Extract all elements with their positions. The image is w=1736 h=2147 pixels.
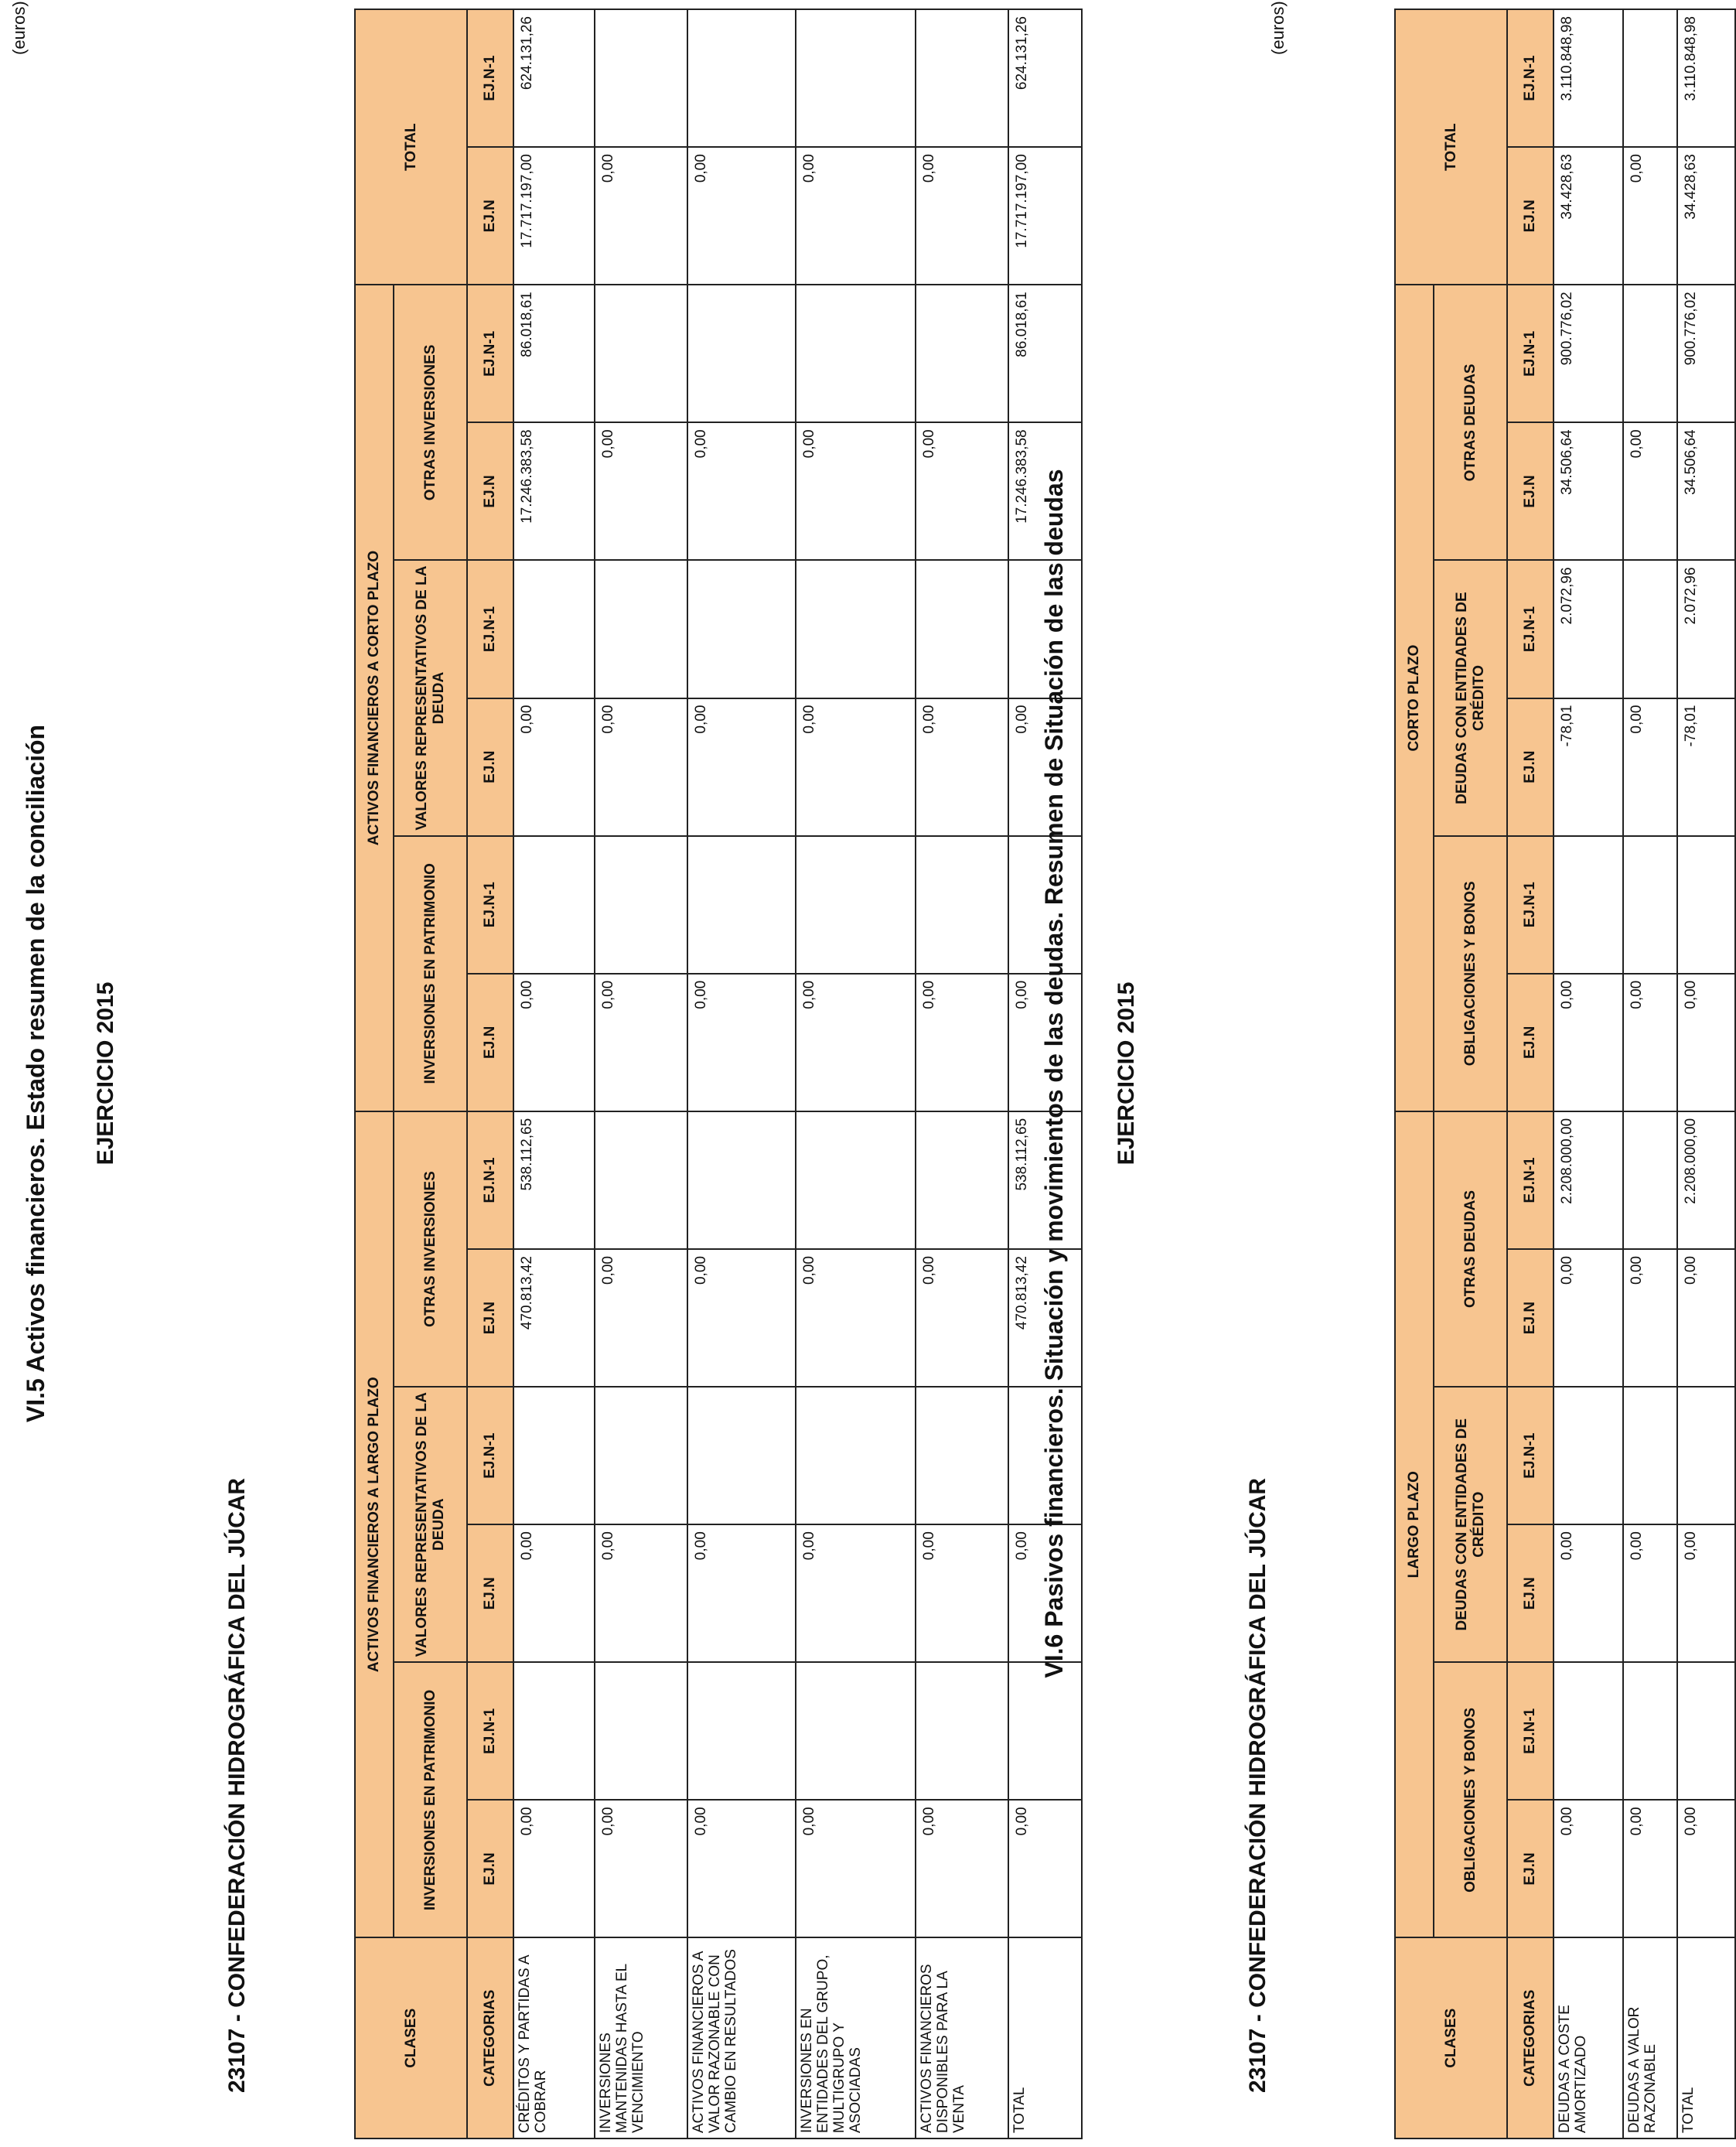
value-cell: 0,00 xyxy=(796,698,916,836)
value-cell xyxy=(595,836,687,974)
value-cell xyxy=(1554,1662,1623,1800)
value-cell: 0,00 xyxy=(1008,974,1082,1111)
ejn-header: EJ.N xyxy=(1507,1524,1554,1662)
value-cell xyxy=(513,560,595,698)
value-cell: 0,00 xyxy=(687,1524,796,1662)
value-cell xyxy=(1623,836,1677,974)
value-cell: 2.072,96 xyxy=(1677,560,1735,698)
category-cell: CRÉDITOS Y PARTIDAS A COBRAR xyxy=(513,1938,595,2139)
value-cell xyxy=(916,1387,1008,1524)
largo-plazo-header: ACTIVOS FINANCIEROS A LARGO PLAZO xyxy=(355,1111,394,1938)
category-cell: ACTIVOS FINANCIEROS DISPONIBLES PARA LA VENTA xyxy=(916,1938,1008,2139)
value-cell: 0,00 xyxy=(796,147,916,285)
activos-table xyxy=(354,9,1083,2139)
ejn1-header: EJ.N-1 xyxy=(1507,285,1554,422)
clases-header: CLASES xyxy=(355,1938,467,2139)
value-cell: 0,00 xyxy=(1623,1249,1677,1387)
value-cell: 0,00 xyxy=(1554,974,1623,1111)
categorias-header: CATEGORIAS xyxy=(467,1938,513,2139)
table-row xyxy=(796,9,916,2138)
ejn1-header: EJ.N-1 xyxy=(1507,1111,1554,1249)
value-cell xyxy=(916,1662,1008,1800)
value-cell: 0,00 xyxy=(916,422,1008,560)
value-cell: 0,00 xyxy=(595,698,687,836)
category-cell: TOTAL xyxy=(1008,1938,1082,2139)
value-cell xyxy=(1677,1387,1735,1524)
table-row xyxy=(1623,9,1677,2138)
value-cell xyxy=(916,9,1008,147)
value-cell xyxy=(595,1387,687,1524)
value-cell: 0,00 xyxy=(1623,1800,1677,1937)
value-cell xyxy=(916,285,1008,422)
section2-ejercicio: EJERCICIO 2015 xyxy=(1114,981,1139,1166)
sub-header: DEUDAS CON ENTIDADES DE CRÉDITO xyxy=(1434,560,1507,835)
value-cell xyxy=(1623,9,1677,147)
value-cell: 0,00 xyxy=(1677,1524,1735,1662)
value-cell: 0,00 xyxy=(513,974,595,1111)
value-cell xyxy=(796,836,916,974)
value-cell: 624.131,26 xyxy=(1008,9,1082,147)
table-row xyxy=(1677,9,1735,2138)
sub-header: OTRAS DEUDAS xyxy=(1434,285,1507,560)
value-cell xyxy=(687,285,796,422)
table-row xyxy=(595,9,687,2138)
value-cell: 86.018,61 xyxy=(513,285,595,422)
corto-plazo-header: ACTIVOS FINANCIEROS A CORTO PLAZO xyxy=(355,285,394,1111)
value-cell: 34.428,63 xyxy=(1677,147,1735,285)
ejn1-header: EJ.N-1 xyxy=(467,9,513,147)
value-cell: 900.776,02 xyxy=(1554,285,1623,422)
value-cell: 0,00 xyxy=(1008,1800,1082,1937)
value-cell: 0,00 xyxy=(595,1249,687,1387)
value-cell: 0,00 xyxy=(1554,1249,1623,1387)
value-cell: 0,00 xyxy=(916,974,1008,1111)
ejn-header: EJ.N xyxy=(1507,422,1554,560)
value-cell xyxy=(595,285,687,422)
section2-organismo: 23107 - CONFEDERACIÓN HIDROGRÁFICA DEL JÚCAR xyxy=(1245,1477,1270,2093)
ejn1-header: EJ.N-1 xyxy=(467,1387,513,1524)
value-cell xyxy=(687,1111,796,1249)
value-cell: 34.506,64 xyxy=(1554,422,1623,560)
ejn1-header: EJ.N-1 xyxy=(467,1662,513,1800)
value-cell xyxy=(1623,1111,1677,1249)
value-cell: 0,00 xyxy=(1677,1249,1735,1387)
value-cell: 86.018,61 xyxy=(1008,285,1082,422)
pasivos-table xyxy=(1394,9,1736,2139)
value-cell xyxy=(1677,836,1735,974)
value-cell: 2.208.000,00 xyxy=(1554,1111,1623,1249)
section2-title: VI.6 Pasivos financieros. Situación y movimientos de las deudas. Resumen de Situación de las deudas xyxy=(1040,469,1068,1678)
value-cell: 0,00 xyxy=(513,1800,595,1937)
value-cell xyxy=(916,1111,1008,1249)
value-cell: 3.110.848,98 xyxy=(1677,9,1735,147)
ejn-header: EJ.N xyxy=(467,1249,513,1387)
section1-title: VI.5 Activos financieros. Estado resumen de la conciliación xyxy=(22,724,49,1423)
value-cell: 3.110.848,98 xyxy=(1554,9,1623,147)
value-cell: 0,00 xyxy=(1623,698,1677,836)
value-cell xyxy=(916,560,1008,698)
value-cell: 0,00 xyxy=(687,1249,796,1387)
table-row xyxy=(916,9,1008,2138)
sub-header: OTRAS INVERSIONES xyxy=(394,285,467,560)
ejn-header: EJ.N xyxy=(1507,147,1554,285)
value-cell: 17.717.197,00 xyxy=(1008,147,1082,285)
value-cell: 0,00 xyxy=(916,147,1008,285)
sub-header: OTRAS DEUDAS xyxy=(1434,1111,1507,1387)
value-cell: 17.717.197,00 xyxy=(513,147,595,285)
value-cell: 0,00 xyxy=(1554,1524,1623,1662)
total-header: TOTAL xyxy=(355,9,467,285)
table-row xyxy=(1554,9,1623,2138)
ejn1-header: EJ.N-1 xyxy=(1507,9,1554,147)
value-cell xyxy=(1677,1662,1735,1800)
sub-header: OBLIGACIONES Y BONOS xyxy=(1434,1662,1507,1937)
value-cell: 0,00 xyxy=(796,1524,916,1662)
value-cell: 0,00 xyxy=(687,422,796,560)
value-cell: 538.112,65 xyxy=(513,1111,595,1249)
ejn1-header: EJ.N-1 xyxy=(467,1111,513,1249)
category-cell: INVERSIONES EN ENTIDADES DEL GRUPO, MULTIGRUPO Y ASOCIADAS xyxy=(796,1938,916,2139)
value-cell xyxy=(1554,836,1623,974)
sub-header: INVERSIONES EN PATRIMONIO xyxy=(394,1662,467,1937)
value-cell: 0,00 xyxy=(513,1524,595,1662)
value-cell xyxy=(1623,1387,1677,1524)
value-cell xyxy=(916,836,1008,974)
value-cell xyxy=(687,836,796,974)
value-cell: 2.072,96 xyxy=(1554,560,1623,698)
value-cell: 0,00 xyxy=(687,974,796,1111)
category-cell: INVERSIONES MANTENIDAS HASTA EL VENCIMIENTO xyxy=(595,1938,687,2139)
value-cell xyxy=(595,560,687,698)
value-cell: 0,00 xyxy=(916,1249,1008,1387)
sub-header: OTRAS INVERSIONES xyxy=(394,1111,467,1387)
value-cell: 0,00 xyxy=(1008,698,1082,836)
value-cell: 0,00 xyxy=(595,1524,687,1662)
value-cell xyxy=(595,1111,687,1249)
category-cell: DEUDAS A VALOR RAZONABLE xyxy=(1623,1937,1677,2138)
value-cell: 0,00 xyxy=(1677,1800,1735,1937)
value-cell: 470.813,42 xyxy=(513,1249,595,1387)
ejn-header: EJ.N xyxy=(1507,1800,1554,1937)
categorias-header: CATEGORIAS xyxy=(1507,1937,1554,2138)
ejn1-header: EJ.N-1 xyxy=(467,560,513,698)
value-cell: 34.428,63 xyxy=(1554,147,1623,285)
value-cell: 900.776,02 xyxy=(1677,285,1735,422)
value-cell: -78,01 xyxy=(1554,698,1623,836)
value-cell: 0,00 xyxy=(595,1800,687,1937)
ejn-header: EJ.N xyxy=(467,698,513,836)
value-cell: 0,00 xyxy=(796,422,916,560)
table-row xyxy=(687,9,796,2138)
value-cell: 470.813,42 xyxy=(1008,1249,1082,1387)
sub-header: DEUDAS CON ENTIDADES DE CRÉDITO xyxy=(1434,1387,1507,1662)
largo-plazo-header: LARGO PLAZO xyxy=(1395,1111,1434,1938)
value-cell xyxy=(687,1387,796,1524)
ejn-header: EJ.N xyxy=(467,1800,513,1937)
category-cell: DEUDAS A COSTE AMORTIZADO xyxy=(1554,1937,1623,2138)
value-cell xyxy=(595,1662,687,1800)
value-cell: 0,00 xyxy=(595,147,687,285)
value-cell xyxy=(796,1387,916,1524)
ejn-header: EJ.N xyxy=(1507,974,1554,1111)
value-cell xyxy=(796,560,916,698)
value-cell: 0,00 xyxy=(513,698,595,836)
sub-header: VALORES REPRESENTATIVOS DE LA DEUDA xyxy=(394,560,467,835)
value-cell: 0,00 xyxy=(687,698,796,836)
value-cell xyxy=(796,285,916,422)
ejn1-header: EJ.N-1 xyxy=(467,836,513,974)
value-cell: 2.208.000,00 xyxy=(1677,1111,1735,1249)
value-cell: 0,00 xyxy=(1623,974,1677,1111)
value-cell xyxy=(687,9,796,147)
value-cell: 34.506,64 xyxy=(1677,422,1735,560)
value-cell: 0,00 xyxy=(1008,1524,1082,1662)
value-cell: 0,00 xyxy=(1623,422,1677,560)
value-cell: 0,00 xyxy=(1623,147,1677,285)
value-cell xyxy=(796,1111,916,1249)
value-cell: 0,00 xyxy=(595,422,687,560)
value-cell: 0,00 xyxy=(796,1800,916,1937)
value-cell: 538.112,65 xyxy=(1008,1111,1082,1249)
ejn-header: EJ.N xyxy=(467,147,513,285)
category-cell: ACTIVOS FINANCIEROS A VALOR RAZONABLE CON CAMBIO EN RESULTADOS xyxy=(687,1938,796,2139)
value-cell xyxy=(1623,560,1677,698)
value-cell: 0,00 xyxy=(687,1800,796,1937)
sub-header: VALORES REPRESENTATIVOS DE LA DEUDA xyxy=(394,1387,467,1662)
ejn1-header: EJ.N-1 xyxy=(1507,1387,1554,1524)
ejn1-header: EJ.N-1 xyxy=(1507,560,1554,698)
value-cell: 0,00 xyxy=(916,1524,1008,1662)
value-cell: 0,00 xyxy=(1623,1524,1677,1662)
value-cell: -78,01 xyxy=(1677,698,1735,836)
table-row xyxy=(513,9,595,2138)
value-cell xyxy=(513,836,595,974)
section1-organismo: 23107 - CONFEDERACIÓN HIDROGRÁFICA DEL JÚCAR xyxy=(224,1477,250,2093)
value-cell xyxy=(1623,1662,1677,1800)
ejn-header: EJ.N xyxy=(467,422,513,560)
value-cell xyxy=(513,1387,595,1524)
sub-header: OBLIGACIONES Y BONOS xyxy=(1434,836,1507,1111)
value-cell xyxy=(595,9,687,147)
value-cell: 17.246.383,58 xyxy=(1008,422,1082,560)
value-cell xyxy=(687,560,796,698)
value-cell: 0,00 xyxy=(916,698,1008,836)
ejn1-header: EJ.N-1 xyxy=(467,285,513,422)
value-cell: 0,00 xyxy=(1677,974,1735,1111)
section2-unit: (euros) xyxy=(1268,1,1288,55)
clases-header: CLASES xyxy=(1395,1937,1507,2138)
value-cell xyxy=(796,1662,916,1800)
category-cell: TOTAL xyxy=(1677,1937,1735,2138)
value-cell xyxy=(513,1662,595,1800)
value-cell: 0,00 xyxy=(916,1800,1008,1937)
ejn1-header: EJ.N-1 xyxy=(1507,836,1554,974)
ejn-header: EJ.N xyxy=(467,974,513,1111)
value-cell xyxy=(1554,1387,1623,1524)
ejn1-header: EJ.N-1 xyxy=(1507,1662,1554,1800)
value-cell: 17.246.383,58 xyxy=(513,422,595,560)
value-cell xyxy=(687,1662,796,1800)
ejn-header: EJ.N xyxy=(1507,698,1554,836)
value-cell: 0,00 xyxy=(1554,1800,1623,1937)
value-cell xyxy=(796,9,916,147)
value-cell: 0,00 xyxy=(687,147,796,285)
value-cell: 0,00 xyxy=(796,1249,916,1387)
value-cell xyxy=(1623,285,1677,422)
corto-plazo-header: CORTO PLAZO xyxy=(1395,285,1434,1111)
section1-ejercicio: EJERCICIO 2015 xyxy=(93,981,118,1166)
value-cell: 0,00 xyxy=(796,974,916,1111)
section1-unit: (euros) xyxy=(9,1,29,55)
value-cell: 624.131,26 xyxy=(513,9,595,147)
ejn-header: EJ.N xyxy=(467,1524,513,1662)
total-header: TOTAL xyxy=(1395,9,1507,285)
sub-header: INVERSIONES EN PATRIMONIO xyxy=(394,836,467,1111)
ejn-header: EJ.N xyxy=(1507,1249,1554,1387)
value-cell: 0,00 xyxy=(595,974,687,1111)
